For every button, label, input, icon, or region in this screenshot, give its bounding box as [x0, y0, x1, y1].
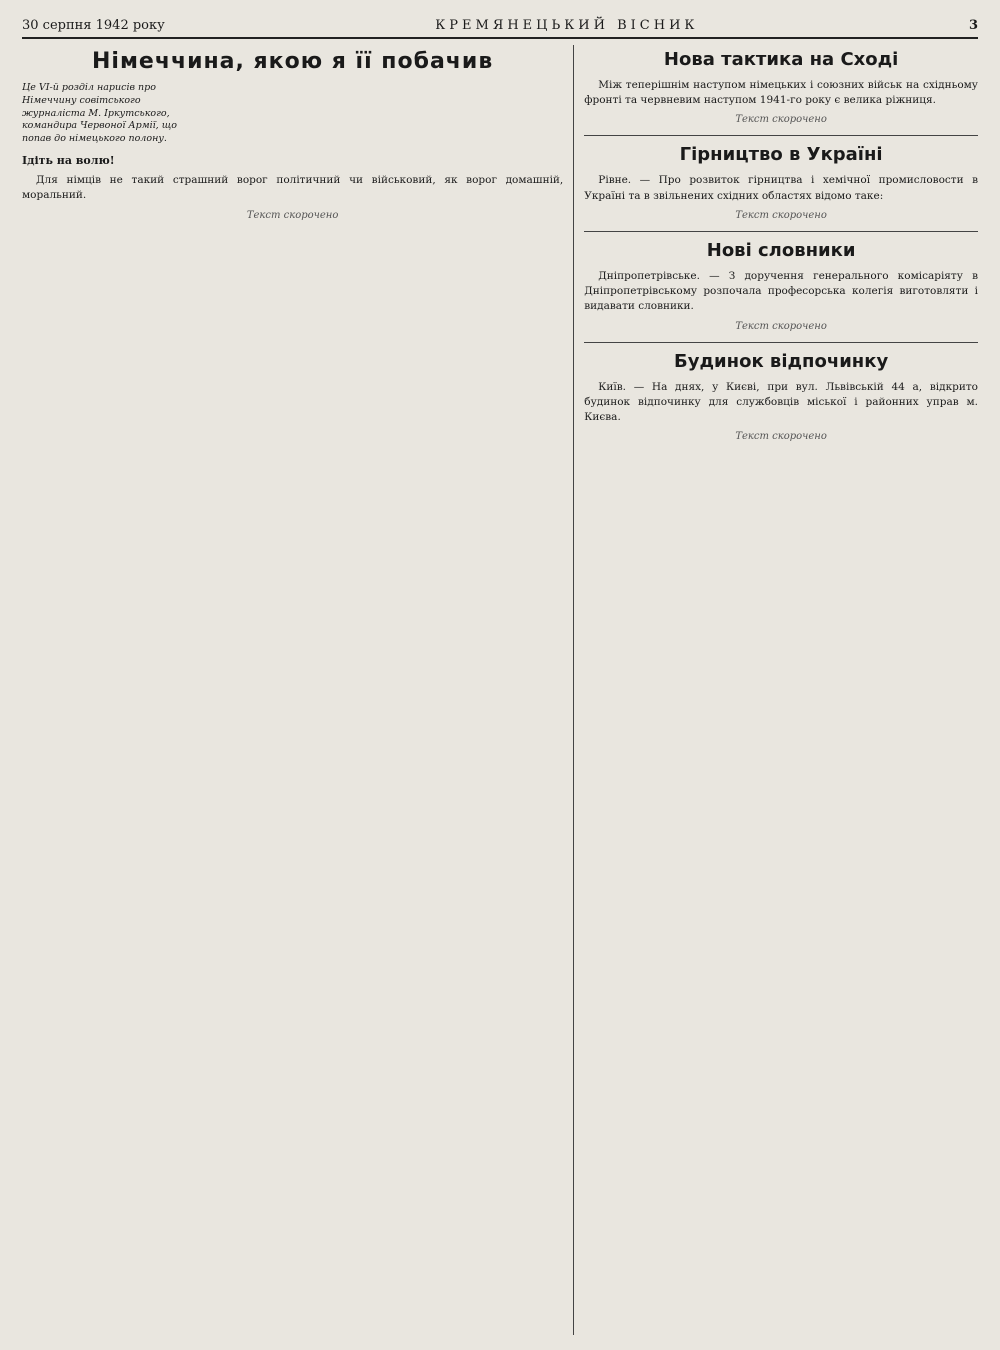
- right-column: [574, 45, 978, 1335]
- article-opening: Рівне. — Про розвиток гірництва і хемічної промисловости в Україні та в звільнених східних областях відомо таке:: [584, 174, 978, 202]
- divider: [584, 231, 978, 232]
- trim-note: Текст скорочено: [735, 320, 827, 332]
- article-title: Нові словники: [706, 239, 856, 261]
- masthead: [22, 18, 978, 39]
- article-title: Німеччина, якою я її побачив: [92, 49, 494, 74]
- issue-date: 30 серпня 1942 року: [22, 18, 165, 33]
- trim-note: Текст скорочено: [246, 209, 339, 221]
- page-number: 3: [968, 18, 978, 33]
- article-opening: Дніпропетрівське. — З доручення генерального комісаріяту в Дніпропетрівському розпочала професорська колегія виготовляти і видавати словники.: [584, 269, 978, 313]
- article-opening: Для німців не такий страшний ворог політичний чи військовий, як ворог домашній, моральний.: [22, 174, 564, 202]
- paper-title: КРЕМЯНЕЦЬКИЙ ВІСНИК: [435, 18, 699, 33]
- trim-note: Текст скорочено: [735, 114, 827, 126]
- article-intro: Це VI-й розділ нарисів про Німеччину совітського журналіста М. Іркутського, командира Червоної Армії, що попав до німецького полону.: [22, 82, 177, 145]
- divider: [584, 342, 978, 343]
- article-title: Будинок відпочинку: [674, 350, 889, 372]
- article-title: Гірництво в Україні: [679, 144, 883, 166]
- main-article: [22, 45, 574, 1335]
- article-opening: Київ. — На днях, у Києві, при вул. Львівській 44 а, відкрито будинок відпочинку для службовців міської і районних управ м. Києва.: [584, 380, 978, 423]
- divider: [584, 135, 978, 136]
- section-kicker: Ідіть на волю!: [22, 154, 115, 168]
- article-title: Нова тактика на Сході: [663, 49, 899, 70]
- article-opening: Між теперішнім наступом німецьких і союзних військ на східньому фронті та червневим наступом 1941-го року є велика ріжниця.: [584, 79, 978, 107]
- trim-note: Текст скорочено: [735, 431, 827, 443]
- trim-note: Текст скорочено: [735, 209, 827, 221]
